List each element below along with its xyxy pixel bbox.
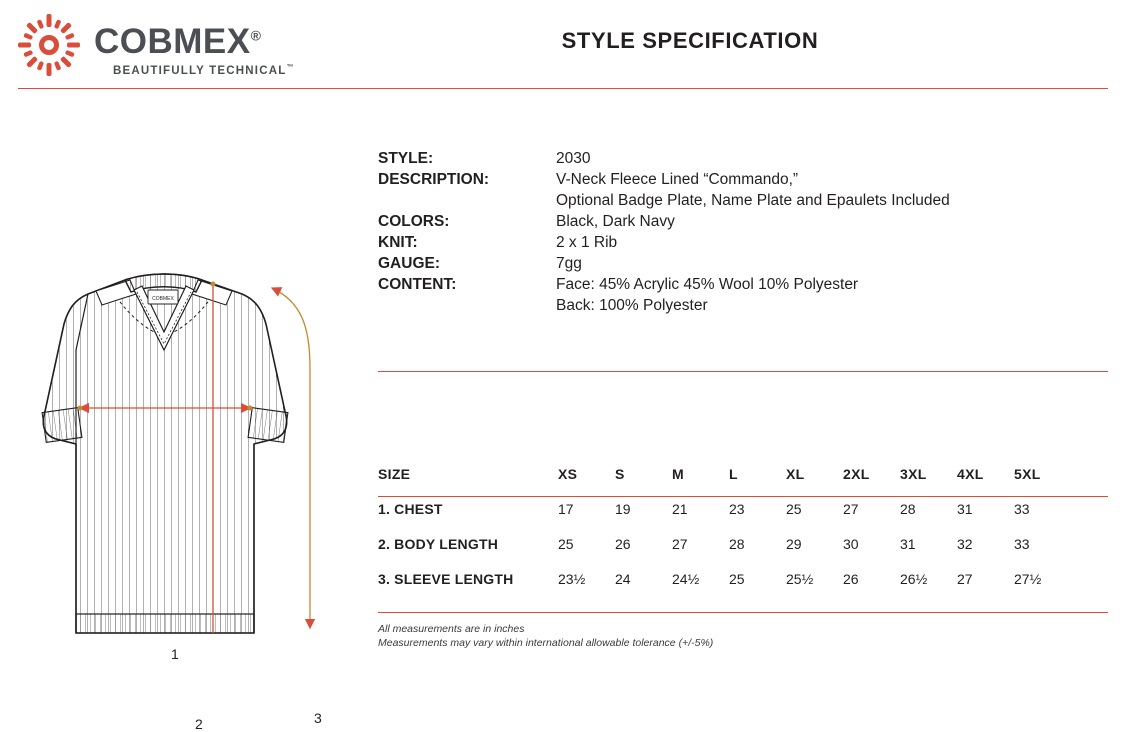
cell-sleeve-xl: 25½ [786,570,814,587]
cell-body-xs: 25 [558,535,574,552]
column-header-m: M [672,465,684,482]
brand-name-text: COBMEX [94,22,251,61]
spec-value: Face: 45% Acrylic 45% Wool 10% Polyester [556,276,859,293]
spec-label: CONTENT: [378,276,457,293]
page-title: STYLE SPECIFICATION [561,28,819,53]
trademark-icon: ™ [286,64,295,71]
sleeve-length-measure-line [272,288,310,628]
brand-tagline [113,64,295,77]
cobmex-burst-icon [18,14,80,76]
measurement-footnote [378,622,713,650]
column-header-size: SIZE [378,465,411,482]
row-label-sleeve-length: 3. SLEEVE LENGTH [378,570,514,587]
cell-chest-m: 21 [672,500,688,517]
cell-chest-s: 19 [615,500,631,517]
brand-tagline-text: BEAUTIFULLY TECHNICAL [113,64,287,77]
brand-wordmark [94,24,261,59]
column-header-3xl: 3XL [900,465,927,482]
cell-sleeve-2xl: 26 [843,570,859,587]
right-cuff [248,408,288,443]
spec-value: V-Neck Fleece Lined “Commando,” [556,171,799,188]
size-table-header-divider [378,496,1108,497]
spec-value: 2 x 1 Rib [556,234,618,251]
garment-illustration [10,258,360,732]
cell-chest-xs: 17 [558,500,574,517]
size-chart-table [378,456,1108,596]
table-header-row [378,456,1071,491]
cell-chest-2xl: 27 [843,500,859,517]
callout-sleeve-length-number: 3 [311,710,325,726]
column-header-xs: XS [558,465,578,482]
cell-body-3xl: 31 [900,535,916,552]
spec-row-colors [378,211,1108,232]
hem [76,614,254,633]
spec-row-gauge [378,253,1108,274]
size-table-footer-divider [378,612,1108,613]
cell-body-4xl: 32 [957,535,973,552]
cell-chest-xl: 25 [786,500,802,517]
table-row [378,561,1071,596]
specification-list [378,148,1108,316]
cell-body-l: 28 [729,535,745,552]
spec-divider [378,371,1108,372]
spec-row-style [378,148,1108,169]
spec-value: 2030 [556,150,591,167]
cell-body-xl: 29 [786,535,802,552]
column-header-4xl: 4XL [957,465,984,482]
spec-value-continued: Optional Badge Plate, Name Plate and Epaulets Included [556,192,950,209]
callout-body-length-number: 2 [192,716,206,732]
cell-sleeve-4xl: 27 [957,570,973,587]
cell-body-s: 26 [615,535,631,552]
header-divider [18,88,1108,89]
spec-label: COLORS: [378,213,450,230]
sweater-body-shape [43,274,286,633]
registered-trademark-icon: ® [250,27,262,44]
column-header-5xl: 5XL [1014,465,1041,482]
row-label-chest: 1. CHEST [378,500,443,517]
cell-sleeve-l: 25 [729,570,745,587]
table-row [378,526,1071,561]
cell-sleeve-3xl: 26½ [900,570,928,587]
spec-row-knit [378,232,1108,253]
spec-label: GAUGE: [378,255,440,272]
spec-value-continued: Back: 100% Polyester [556,297,708,314]
cell-chest-3xl: 28 [900,500,916,517]
sweater-technical-drawing [10,258,360,658]
cell-sleeve-m: 24½ [672,570,700,587]
cell-chest-4xl: 31 [957,500,973,517]
callout-chest-number: 1 [168,646,182,662]
column-header-l: L [729,465,738,482]
spec-value: 7gg [556,255,582,272]
spec-row-description [378,169,1108,190]
brand-logo [18,10,318,80]
column-header-s: S [615,465,625,482]
spec-value: Black, Dark Navy [556,213,675,230]
spec-label: KNIT: [378,234,418,251]
page-header [0,0,1126,88]
cell-sleeve-5xl: 27½ [1014,570,1042,587]
cell-sleeve-s: 24 [615,570,631,587]
cell-chest-5xl: 33 [1014,500,1030,517]
column-header-2xl: 2XL [843,465,870,482]
spec-label: DESCRIPTION: [378,171,490,188]
svg-text:COBMEX: COBMEX [152,296,174,302]
spec-label: STYLE: [378,150,434,167]
footnote-line-2: Measurements may vary within international allowable tolerance (+/-5%) [378,637,714,649]
cell-chest-l: 23 [729,500,745,517]
cell-body-2xl: 30 [843,535,859,552]
row-label-body-length: 2. BODY LENGTH [378,535,499,552]
left-cuff [42,408,82,443]
cell-body-m: 27 [672,535,688,552]
column-header-xl: XL [786,465,805,482]
spec-row-content [378,274,1108,295]
footnote-line-1: All measurements are in inches [378,623,525,635]
cell-sleeve-xs: 23½ [558,570,586,587]
cell-body-5xl: 33 [1014,535,1030,552]
